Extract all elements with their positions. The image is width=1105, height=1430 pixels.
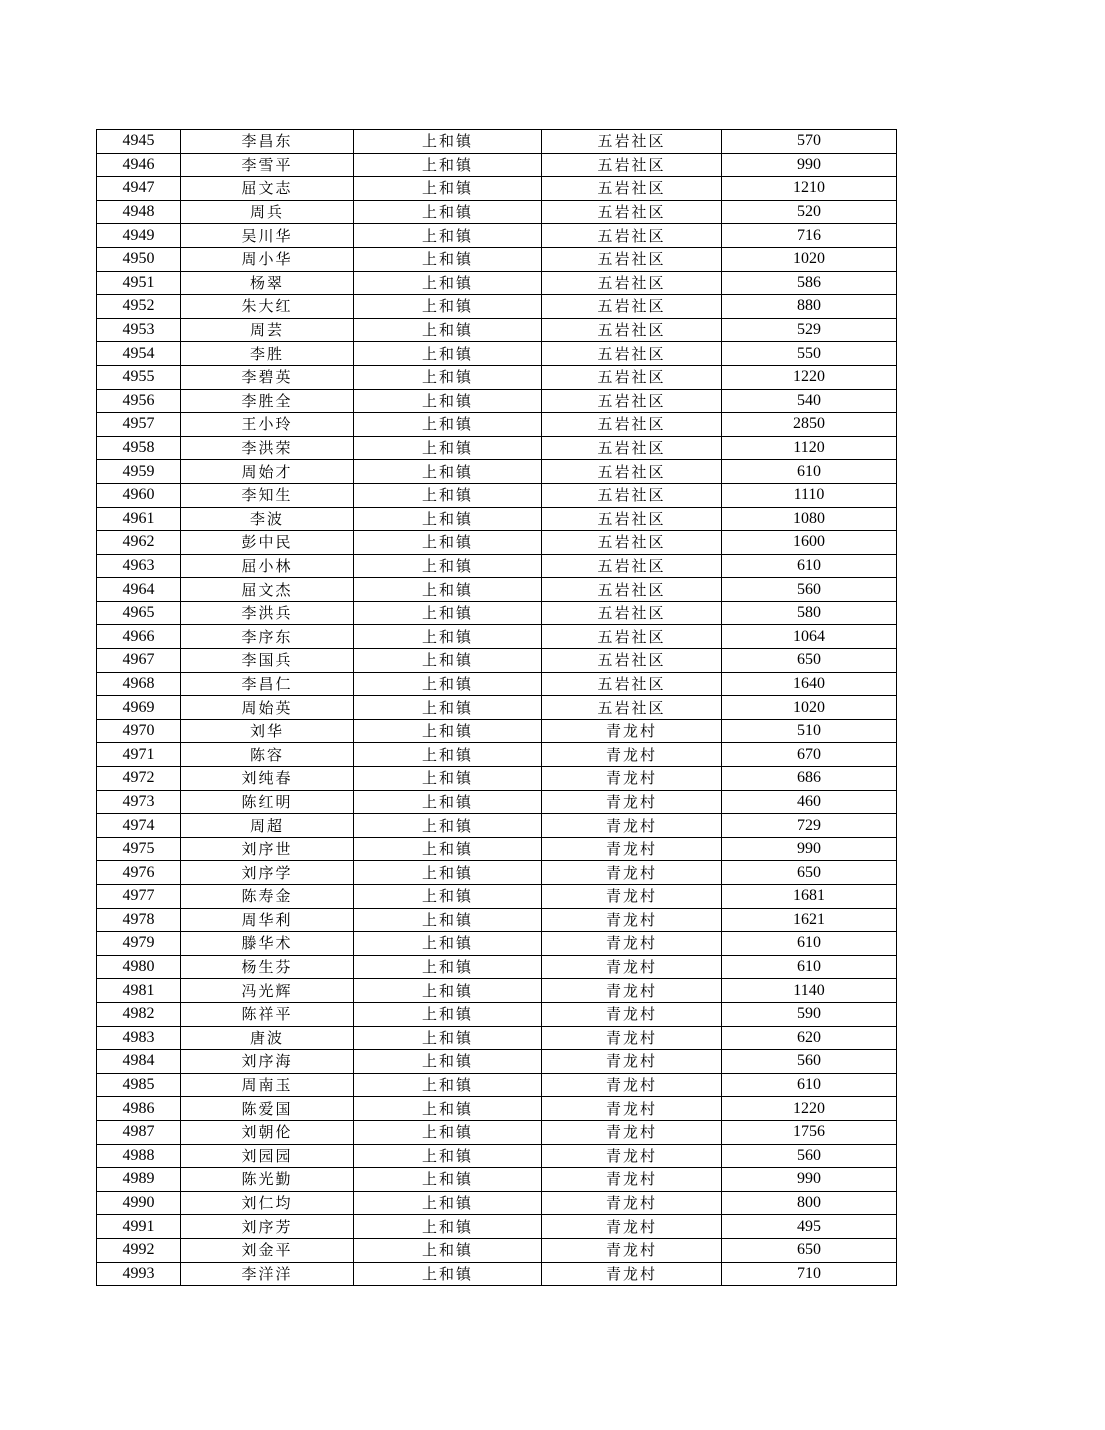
person-name-cell: 李碧英 [181, 365, 354, 389]
amount-cell: 590 [722, 1002, 897, 1026]
person-name-cell: 彭中民 [181, 531, 354, 555]
amount-cell: 520 [722, 200, 897, 224]
amount-cell: 1220 [722, 1097, 897, 1121]
person-name-cell: 屈文杰 [181, 578, 354, 602]
town-cell: 上和镇 [354, 177, 542, 201]
table-row [97, 295, 897, 319]
row-number-cell: 4991 [97, 1215, 181, 1239]
community-cell: 五岩社区 [542, 672, 722, 696]
row-number-cell: 4946 [97, 153, 181, 177]
table-row [97, 436, 897, 460]
town-cell: 上和镇 [354, 460, 542, 484]
row-number-cell: 4967 [97, 649, 181, 673]
community-cell: 五岩社区 [542, 649, 722, 673]
person-name-cell: 陈爱国 [181, 1097, 354, 1121]
town-cell: 上和镇 [354, 1050, 542, 1074]
community-cell: 五岩社区 [542, 436, 722, 460]
row-number-cell: 4962 [97, 531, 181, 555]
table-row [97, 271, 897, 295]
amount-cell: 610 [722, 955, 897, 979]
person-name-cell: 冯光辉 [181, 979, 354, 1003]
amount-cell: 1120 [722, 436, 897, 460]
community-cell: 青龙村 [542, 979, 722, 1003]
table-row [97, 1002, 897, 1026]
amount-cell: 1640 [722, 672, 897, 696]
row-number-cell: 4960 [97, 483, 181, 507]
town-cell: 上和镇 [354, 200, 542, 224]
person-name-cell: 滕华术 [181, 932, 354, 956]
table-row [97, 837, 897, 861]
table-row [97, 318, 897, 342]
community-cell: 五岩社区 [542, 342, 722, 366]
person-name-cell: 刘金平 [181, 1238, 354, 1262]
amount-cell: 560 [722, 578, 897, 602]
person-name-cell: 刘序学 [181, 861, 354, 885]
row-number-cell: 4951 [97, 271, 181, 295]
town-cell: 上和镇 [354, 790, 542, 814]
table-row [97, 1215, 897, 1239]
amount-cell: 880 [722, 295, 897, 319]
amount-cell: 716 [722, 224, 897, 248]
person-name-cell: 周小华 [181, 247, 354, 271]
amount-cell: 1220 [722, 365, 897, 389]
person-name-cell: 屈文志 [181, 177, 354, 201]
table-row [97, 861, 897, 885]
town-cell: 上和镇 [354, 1120, 542, 1144]
person-name-cell: 陈祥平 [181, 1002, 354, 1026]
community-cell: 五岩社区 [542, 318, 722, 342]
person-name-cell: 李洪兵 [181, 601, 354, 625]
town-cell: 上和镇 [354, 672, 542, 696]
row-number-cell: 4971 [97, 743, 181, 767]
amount-cell: 529 [722, 318, 897, 342]
community-cell: 青龙村 [542, 1238, 722, 1262]
community-cell: 青龙村 [542, 1215, 722, 1239]
row-number-cell: 4973 [97, 790, 181, 814]
table-row [97, 672, 897, 696]
person-name-cell: 李知生 [181, 483, 354, 507]
person-name-cell: 陈红明 [181, 790, 354, 814]
row-number-cell: 4984 [97, 1050, 181, 1074]
amount-cell: 800 [722, 1191, 897, 1215]
table-row [97, 1073, 897, 1097]
row-number-cell: 4990 [97, 1191, 181, 1215]
town-cell: 上和镇 [354, 1002, 542, 1026]
person-name-cell: 李洪荣 [181, 436, 354, 460]
amount-cell: 550 [722, 342, 897, 366]
town-cell: 上和镇 [354, 1215, 542, 1239]
person-name-cell: 李昌东 [181, 130, 354, 154]
row-number-cell: 4976 [97, 861, 181, 885]
person-name-cell: 刘仁均 [181, 1191, 354, 1215]
table-row [97, 130, 897, 154]
town-cell: 上和镇 [354, 389, 542, 413]
amount-cell: 650 [722, 649, 897, 673]
community-cell: 青龙村 [542, 861, 722, 885]
table-row [97, 507, 897, 531]
community-cell: 青龙村 [542, 1073, 722, 1097]
amount-cell: 1621 [722, 908, 897, 932]
community-cell: 五岩社区 [542, 200, 722, 224]
community-cell: 青龙村 [542, 790, 722, 814]
person-name-cell: 刘朝伦 [181, 1120, 354, 1144]
community-cell: 五岩社区 [542, 153, 722, 177]
amount-cell: 1020 [722, 247, 897, 271]
person-name-cell: 陈寿金 [181, 885, 354, 909]
community-cell: 五岩社区 [542, 554, 722, 578]
row-number-cell: 4966 [97, 625, 181, 649]
community-cell: 青龙村 [542, 908, 722, 932]
community-cell: 青龙村 [542, 1144, 722, 1168]
table-row [97, 1026, 897, 1050]
community-cell: 五岩社区 [542, 507, 722, 531]
town-cell: 上和镇 [354, 1238, 542, 1262]
amount-cell: 1210 [722, 177, 897, 201]
table-row [97, 153, 897, 177]
town-cell: 上和镇 [354, 649, 542, 673]
table-row [97, 625, 897, 649]
row-number-cell: 4988 [97, 1144, 181, 1168]
town-cell: 上和镇 [354, 1262, 542, 1286]
amount-cell: 990 [722, 1168, 897, 1192]
amount-cell: 610 [722, 554, 897, 578]
person-name-cell: 周超 [181, 814, 354, 838]
community-cell: 五岩社区 [542, 130, 722, 154]
person-name-cell: 陈容 [181, 743, 354, 767]
amount-cell: 2850 [722, 413, 897, 437]
town-cell: 上和镇 [354, 153, 542, 177]
town-cell: 上和镇 [354, 955, 542, 979]
person-name-cell: 周南玉 [181, 1073, 354, 1097]
town-cell: 上和镇 [354, 1168, 542, 1192]
person-name-cell: 陈光勤 [181, 1168, 354, 1192]
town-cell: 上和镇 [354, 247, 542, 271]
table-row [97, 200, 897, 224]
community-cell: 青龙村 [542, 1168, 722, 1192]
town-cell: 上和镇 [354, 342, 542, 366]
amount-cell: 650 [722, 1238, 897, 1262]
row-number-cell: 4978 [97, 908, 181, 932]
row-number-cell: 4954 [97, 342, 181, 366]
table-row [97, 1144, 897, 1168]
amount-cell: 560 [722, 1144, 897, 1168]
row-number-cell: 4979 [97, 932, 181, 956]
table-row [97, 483, 897, 507]
amount-cell: 540 [722, 389, 897, 413]
amount-cell: 580 [722, 601, 897, 625]
community-cell: 五岩社区 [542, 625, 722, 649]
table-row [97, 1050, 897, 1074]
row-number-cell: 4985 [97, 1073, 181, 1097]
row-number-cell: 4952 [97, 295, 181, 319]
town-cell: 上和镇 [354, 554, 542, 578]
table-row [97, 460, 897, 484]
town-cell: 上和镇 [354, 365, 542, 389]
community-cell: 青龙村 [542, 1050, 722, 1074]
person-name-cell: 刘序世 [181, 837, 354, 861]
community-cell: 五岩社区 [542, 177, 722, 201]
person-name-cell: 杨生芬 [181, 955, 354, 979]
person-name-cell: 李序东 [181, 625, 354, 649]
community-cell: 五岩社区 [542, 389, 722, 413]
community-cell: 五岩社区 [542, 271, 722, 295]
town-cell: 上和镇 [354, 1073, 542, 1097]
community-cell: 青龙村 [542, 1097, 722, 1121]
row-number-cell: 4963 [97, 554, 181, 578]
row-number-cell: 4953 [97, 318, 181, 342]
community-cell: 青龙村 [542, 1026, 722, 1050]
amount-cell: 460 [722, 790, 897, 814]
amount-cell: 729 [722, 814, 897, 838]
person-name-cell: 周始英 [181, 696, 354, 720]
person-name-cell: 朱大红 [181, 295, 354, 319]
town-cell: 上和镇 [354, 1191, 542, 1215]
town-cell: 上和镇 [354, 507, 542, 531]
amount-cell: 1110 [722, 483, 897, 507]
person-name-cell: 周芸 [181, 318, 354, 342]
town-cell: 上和镇 [354, 837, 542, 861]
person-name-cell: 李雪平 [181, 153, 354, 177]
amount-cell: 1080 [722, 507, 897, 531]
town-cell: 上和镇 [354, 908, 542, 932]
row-number-cell: 4972 [97, 767, 181, 791]
community-cell: 青龙村 [542, 955, 722, 979]
town-cell: 上和镇 [354, 1097, 542, 1121]
person-name-cell: 刘纯春 [181, 767, 354, 791]
community-cell: 五岩社区 [542, 247, 722, 271]
town-cell: 上和镇 [354, 318, 542, 342]
community-cell: 青龙村 [542, 814, 722, 838]
table-row [97, 696, 897, 720]
town-cell: 上和镇 [354, 601, 542, 625]
row-number-cell: 4993 [97, 1262, 181, 1286]
amount-cell: 670 [722, 743, 897, 767]
table-row [97, 177, 897, 201]
row-number-cell: 4956 [97, 389, 181, 413]
community-cell: 青龙村 [542, 837, 722, 861]
town-cell: 上和镇 [354, 578, 542, 602]
person-name-cell: 屈小林 [181, 554, 354, 578]
community-cell: 青龙村 [542, 1191, 722, 1215]
town-cell: 上和镇 [354, 979, 542, 1003]
community-cell: 五岩社区 [542, 295, 722, 319]
table-row [97, 743, 897, 767]
amount-cell: 710 [722, 1262, 897, 1286]
community-cell: 五岩社区 [542, 413, 722, 437]
amount-cell: 990 [722, 153, 897, 177]
town-cell: 上和镇 [354, 885, 542, 909]
town-cell: 上和镇 [354, 743, 542, 767]
row-number-cell: 4989 [97, 1168, 181, 1192]
table-row [97, 601, 897, 625]
community-cell: 五岩社区 [542, 224, 722, 248]
row-number-cell: 4958 [97, 436, 181, 460]
town-cell: 上和镇 [354, 436, 542, 460]
community-cell: 青龙村 [542, 767, 722, 791]
row-number-cell: 4992 [97, 1238, 181, 1262]
row-number-cell: 4949 [97, 224, 181, 248]
amount-cell: 560 [722, 1050, 897, 1074]
town-cell: 上和镇 [354, 767, 542, 791]
person-name-cell: 吴川华 [181, 224, 354, 248]
community-cell: 五岩社区 [542, 460, 722, 484]
table-row [97, 932, 897, 956]
table-row [97, 719, 897, 743]
person-name-cell: 刘园园 [181, 1144, 354, 1168]
community-cell: 青龙村 [542, 1262, 722, 1286]
person-name-cell: 刘序海 [181, 1050, 354, 1074]
table-row [97, 1262, 897, 1286]
row-number-cell: 4964 [97, 578, 181, 602]
roster-table [96, 129, 897, 1286]
row-number-cell: 4965 [97, 601, 181, 625]
roster-table-body [97, 130, 897, 1286]
row-number-cell: 4948 [97, 200, 181, 224]
person-name-cell: 刘序芳 [181, 1215, 354, 1239]
table-row [97, 1097, 897, 1121]
table-row [97, 389, 897, 413]
amount-cell: 570 [722, 130, 897, 154]
amount-cell: 1064 [722, 625, 897, 649]
person-name-cell: 周华利 [181, 908, 354, 932]
community-cell: 青龙村 [542, 1002, 722, 1026]
community-cell: 青龙村 [542, 885, 722, 909]
table-row [97, 413, 897, 437]
community-cell: 五岩社区 [542, 578, 722, 602]
row-number-cell: 4981 [97, 979, 181, 1003]
amount-cell: 495 [722, 1215, 897, 1239]
community-cell: 五岩社区 [542, 483, 722, 507]
person-name-cell: 李波 [181, 507, 354, 531]
community-cell: 青龙村 [542, 743, 722, 767]
table-row [97, 885, 897, 909]
community-cell: 青龙村 [542, 1120, 722, 1144]
person-name-cell: 李国兵 [181, 649, 354, 673]
town-cell: 上和镇 [354, 413, 542, 437]
row-number-cell: 4970 [97, 719, 181, 743]
person-name-cell: 刘华 [181, 719, 354, 743]
amount-cell: 610 [722, 932, 897, 956]
row-number-cell: 4968 [97, 672, 181, 696]
table-row [97, 365, 897, 389]
amount-cell: 610 [722, 460, 897, 484]
amount-cell: 586 [722, 271, 897, 295]
amount-cell: 1756 [722, 1120, 897, 1144]
table-row [97, 790, 897, 814]
table-row [97, 1238, 897, 1262]
town-cell: 上和镇 [354, 1026, 542, 1050]
person-name-cell: 周始才 [181, 460, 354, 484]
table-row [97, 908, 897, 932]
amount-cell: 1020 [722, 696, 897, 720]
table-row [97, 1191, 897, 1215]
community-cell: 五岩社区 [542, 531, 722, 555]
table-row [97, 578, 897, 602]
row-number-cell: 4975 [97, 837, 181, 861]
row-number-cell: 4982 [97, 1002, 181, 1026]
town-cell: 上和镇 [354, 483, 542, 507]
table-row [97, 814, 897, 838]
amount-cell: 990 [722, 837, 897, 861]
town-cell: 上和镇 [354, 271, 542, 295]
row-number-cell: 4969 [97, 696, 181, 720]
person-name-cell: 李洋洋 [181, 1262, 354, 1286]
amount-cell: 1681 [722, 885, 897, 909]
town-cell: 上和镇 [354, 130, 542, 154]
community-cell: 青龙村 [542, 719, 722, 743]
town-cell: 上和镇 [354, 719, 542, 743]
row-number-cell: 4950 [97, 247, 181, 271]
person-name-cell: 李胜 [181, 342, 354, 366]
person-name-cell: 杨翠 [181, 271, 354, 295]
person-name-cell: 唐波 [181, 1026, 354, 1050]
amount-cell: 620 [722, 1026, 897, 1050]
row-number-cell: 4945 [97, 130, 181, 154]
town-cell: 上和镇 [354, 696, 542, 720]
person-name-cell: 周兵 [181, 200, 354, 224]
town-cell: 上和镇 [354, 1144, 542, 1168]
table-row [97, 1120, 897, 1144]
community-cell: 五岩社区 [542, 601, 722, 625]
community-cell: 五岩社区 [542, 696, 722, 720]
row-number-cell: 4947 [97, 177, 181, 201]
town-cell: 上和镇 [354, 932, 542, 956]
row-number-cell: 4961 [97, 507, 181, 531]
person-name-cell: 王小玲 [181, 413, 354, 437]
row-number-cell: 4987 [97, 1120, 181, 1144]
town-cell: 上和镇 [354, 625, 542, 649]
amount-cell: 686 [722, 767, 897, 791]
community-cell: 五岩社区 [542, 365, 722, 389]
amount-cell: 610 [722, 1073, 897, 1097]
town-cell: 上和镇 [354, 861, 542, 885]
row-number-cell: 4986 [97, 1097, 181, 1121]
row-number-cell: 4957 [97, 413, 181, 437]
row-number-cell: 4977 [97, 885, 181, 909]
town-cell: 上和镇 [354, 814, 542, 838]
row-number-cell: 4959 [97, 460, 181, 484]
row-number-cell: 4980 [97, 955, 181, 979]
table-row [97, 1168, 897, 1192]
table-row [97, 649, 897, 673]
table-row [97, 955, 897, 979]
table-row [97, 224, 897, 248]
community-cell: 青龙村 [542, 932, 722, 956]
amount-cell: 650 [722, 861, 897, 885]
row-number-cell: 4983 [97, 1026, 181, 1050]
table-row [97, 531, 897, 555]
person-name-cell: 李昌仁 [181, 672, 354, 696]
town-cell: 上和镇 [354, 295, 542, 319]
table-row [97, 554, 897, 578]
row-number-cell: 4955 [97, 365, 181, 389]
table-row [97, 979, 897, 1003]
amount-cell: 510 [722, 719, 897, 743]
amount-cell: 1600 [722, 531, 897, 555]
town-cell: 上和镇 [354, 224, 542, 248]
table-row [97, 342, 897, 366]
table-row [97, 767, 897, 791]
town-cell: 上和镇 [354, 531, 542, 555]
amount-cell: 1140 [722, 979, 897, 1003]
row-number-cell: 4974 [97, 814, 181, 838]
table-row [97, 247, 897, 271]
person-name-cell: 李胜全 [181, 389, 354, 413]
